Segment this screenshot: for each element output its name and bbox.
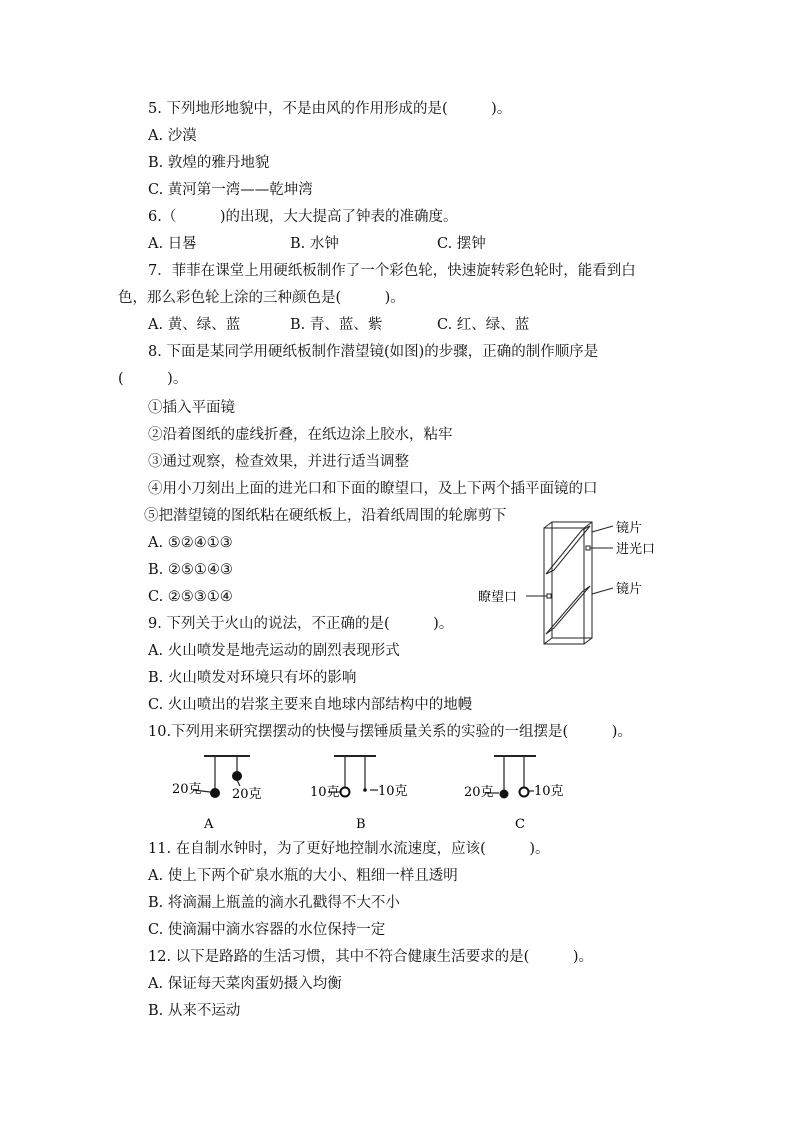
periscope-light-port (586, 546, 590, 550)
question-6-option-b: B. 水钟 (290, 236, 339, 252)
pendulum-figure (160, 748, 580, 834)
question-8-stem-line-2: ( )。 (118, 371, 188, 387)
question-6-option-c: C. 摆钟 (437, 236, 486, 252)
periscope-figure (470, 516, 700, 650)
question-5-stem: 5. 下列地形地貌中，不是由风的作用形成的是( )。 (148, 101, 512, 117)
question-8-step-2: ②沿着图纸的虚线折叠，在纸边涂上胶水，粘牢 (148, 427, 453, 443)
pendulum-c-left-mass: 20克 (464, 785, 494, 800)
pendulum-b-right-mass: 10克 (378, 784, 408, 799)
question-8-option-b: B. ②⑤①④③ (148, 562, 233, 578)
pendulum-b-left-mass: 10克 (310, 785, 340, 800)
question-7-stem-line-2: 色，那么彩色轮上涂的三种颜色是( )。 (118, 290, 405, 306)
pendulum-b-label: B (356, 817, 366, 832)
periscope-label-view-port: 瞭望口 (478, 590, 518, 605)
question-7-option-a: A. 黄、绿、蓝 (148, 317, 241, 333)
question-8-option-a: A. ⑤②④①③ (148, 535, 233, 551)
question-5-option-a: A. 沙漠 (148, 128, 197, 144)
question-9-option-b: B. 火山喷发对环境只有坏的影响 (148, 670, 357, 686)
question-8-step-1: ①插入平面镜 (148, 400, 235, 416)
question-9-option-c: C. 火山喷出的岩浆主要来自地球内部结构中的地幔 (148, 697, 473, 713)
question-6-options (148, 235, 648, 253)
pendulum-a-bob-right (232, 771, 242, 781)
question-7-options (148, 316, 648, 334)
pendulum-a-left-mass: 20克 (172, 782, 202, 797)
question-7-stem-line-1: 7．菲菲在课堂上用硬纸板制作了一个彩色轮，快速旋转彩色轮时，能看到白 (148, 263, 636, 279)
question-11-option-b: B. 将滴漏上瓶盖的滴水孔戳得不大不小 (148, 895, 400, 911)
question-12-option-a: A. 保证每天菜肉蛋奶摄入均衡 (148, 976, 342, 992)
question-6-stem: 6.（ )的出现，大大提高了钟表的准确度。 (148, 209, 458, 225)
periscope-label-light-in: 进光口 (616, 542, 656, 557)
pendulum-a-label: A (204, 817, 214, 832)
pendulum-a-bob-left (210, 788, 220, 798)
question-8-stem-line-1: 8. 下面是某同学用硬纸板制作潜望镜(如图)的步骤，正确的制作顺序是 (148, 344, 599, 360)
question-7-option-c: C. 红、绿、蓝 (437, 317, 530, 333)
periscope-upper-mirror (546, 526, 590, 574)
question-11-option-c: C. 使滴漏中滴水容器的水位保持一定 (148, 922, 386, 938)
question-11-option-a: A. 使上下两个矿泉水瓶的大小、粗细一样且透明 (148, 868, 458, 884)
pendulum-b-bob-left (341, 788, 350, 797)
pendulum-c-label: C (515, 817, 525, 832)
periscope-label-mirror-top: 镜片 (616, 521, 643, 536)
question-8-step-5: ⑤把潜望镜的图纸粘在硬纸板上，沿着纸周围的轮廓剪下 (144, 508, 507, 524)
question-8-option-c: C. ②⑤③①④ (148, 589, 233, 605)
pendulum-b-bob-right (363, 788, 367, 792)
question-9-stem: 9. 下列关于火山的说法，不正确的是( )。 (148, 616, 454, 632)
question-8-step-3: ③通过观察，检查效果，并进行适当调整 (148, 454, 409, 470)
pendulum-c-bob-right (520, 788, 529, 797)
question-5-option-c: C. 黄河第一湾——乾坤湾 (148, 182, 313, 198)
question-10-stem: 10.下列用来研究摆摆动的快慢与摆锤质量关系的实验的一组摆是( )。 (148, 724, 632, 740)
question-7-option-b: B. 青、蓝、紫 (290, 317, 383, 333)
pendulum-a-right-mass: 20克 (232, 787, 262, 802)
periscope-view-port (547, 594, 551, 598)
pendulum-c-right-mass: 10克 (534, 784, 564, 799)
periscope-lower-mirror (546, 586, 590, 634)
periscope-label-mirror-bottom: 镜片 (616, 582, 643, 597)
question-12-option-b: B. 从来不运动 (148, 1003, 241, 1019)
question-11-stem: 11. 在自制水钟时，为了更好地控制水流速度，应该( )。 (148, 841, 550, 857)
question-8-step-4: ④用小刀刻出上面的进光口和下面的瞭望口，及上下两个插平面镜的口 (148, 481, 598, 497)
question-12-stem: 12. 以下是路路的生活习惯，其中不符合健康生活要求的是( )。 (148, 949, 593, 965)
question-6-option-a: A. 日晷 (148, 236, 197, 252)
question-9-option-a: A. 火山喷发是地壳运动的剧烈表现形式 (148, 643, 400, 659)
pendulum-c-bob-left (500, 790, 509, 799)
periscope-front-face (544, 528, 584, 644)
question-5-option-b: B. 敦煌的雅丹地貌 (148, 155, 270, 171)
